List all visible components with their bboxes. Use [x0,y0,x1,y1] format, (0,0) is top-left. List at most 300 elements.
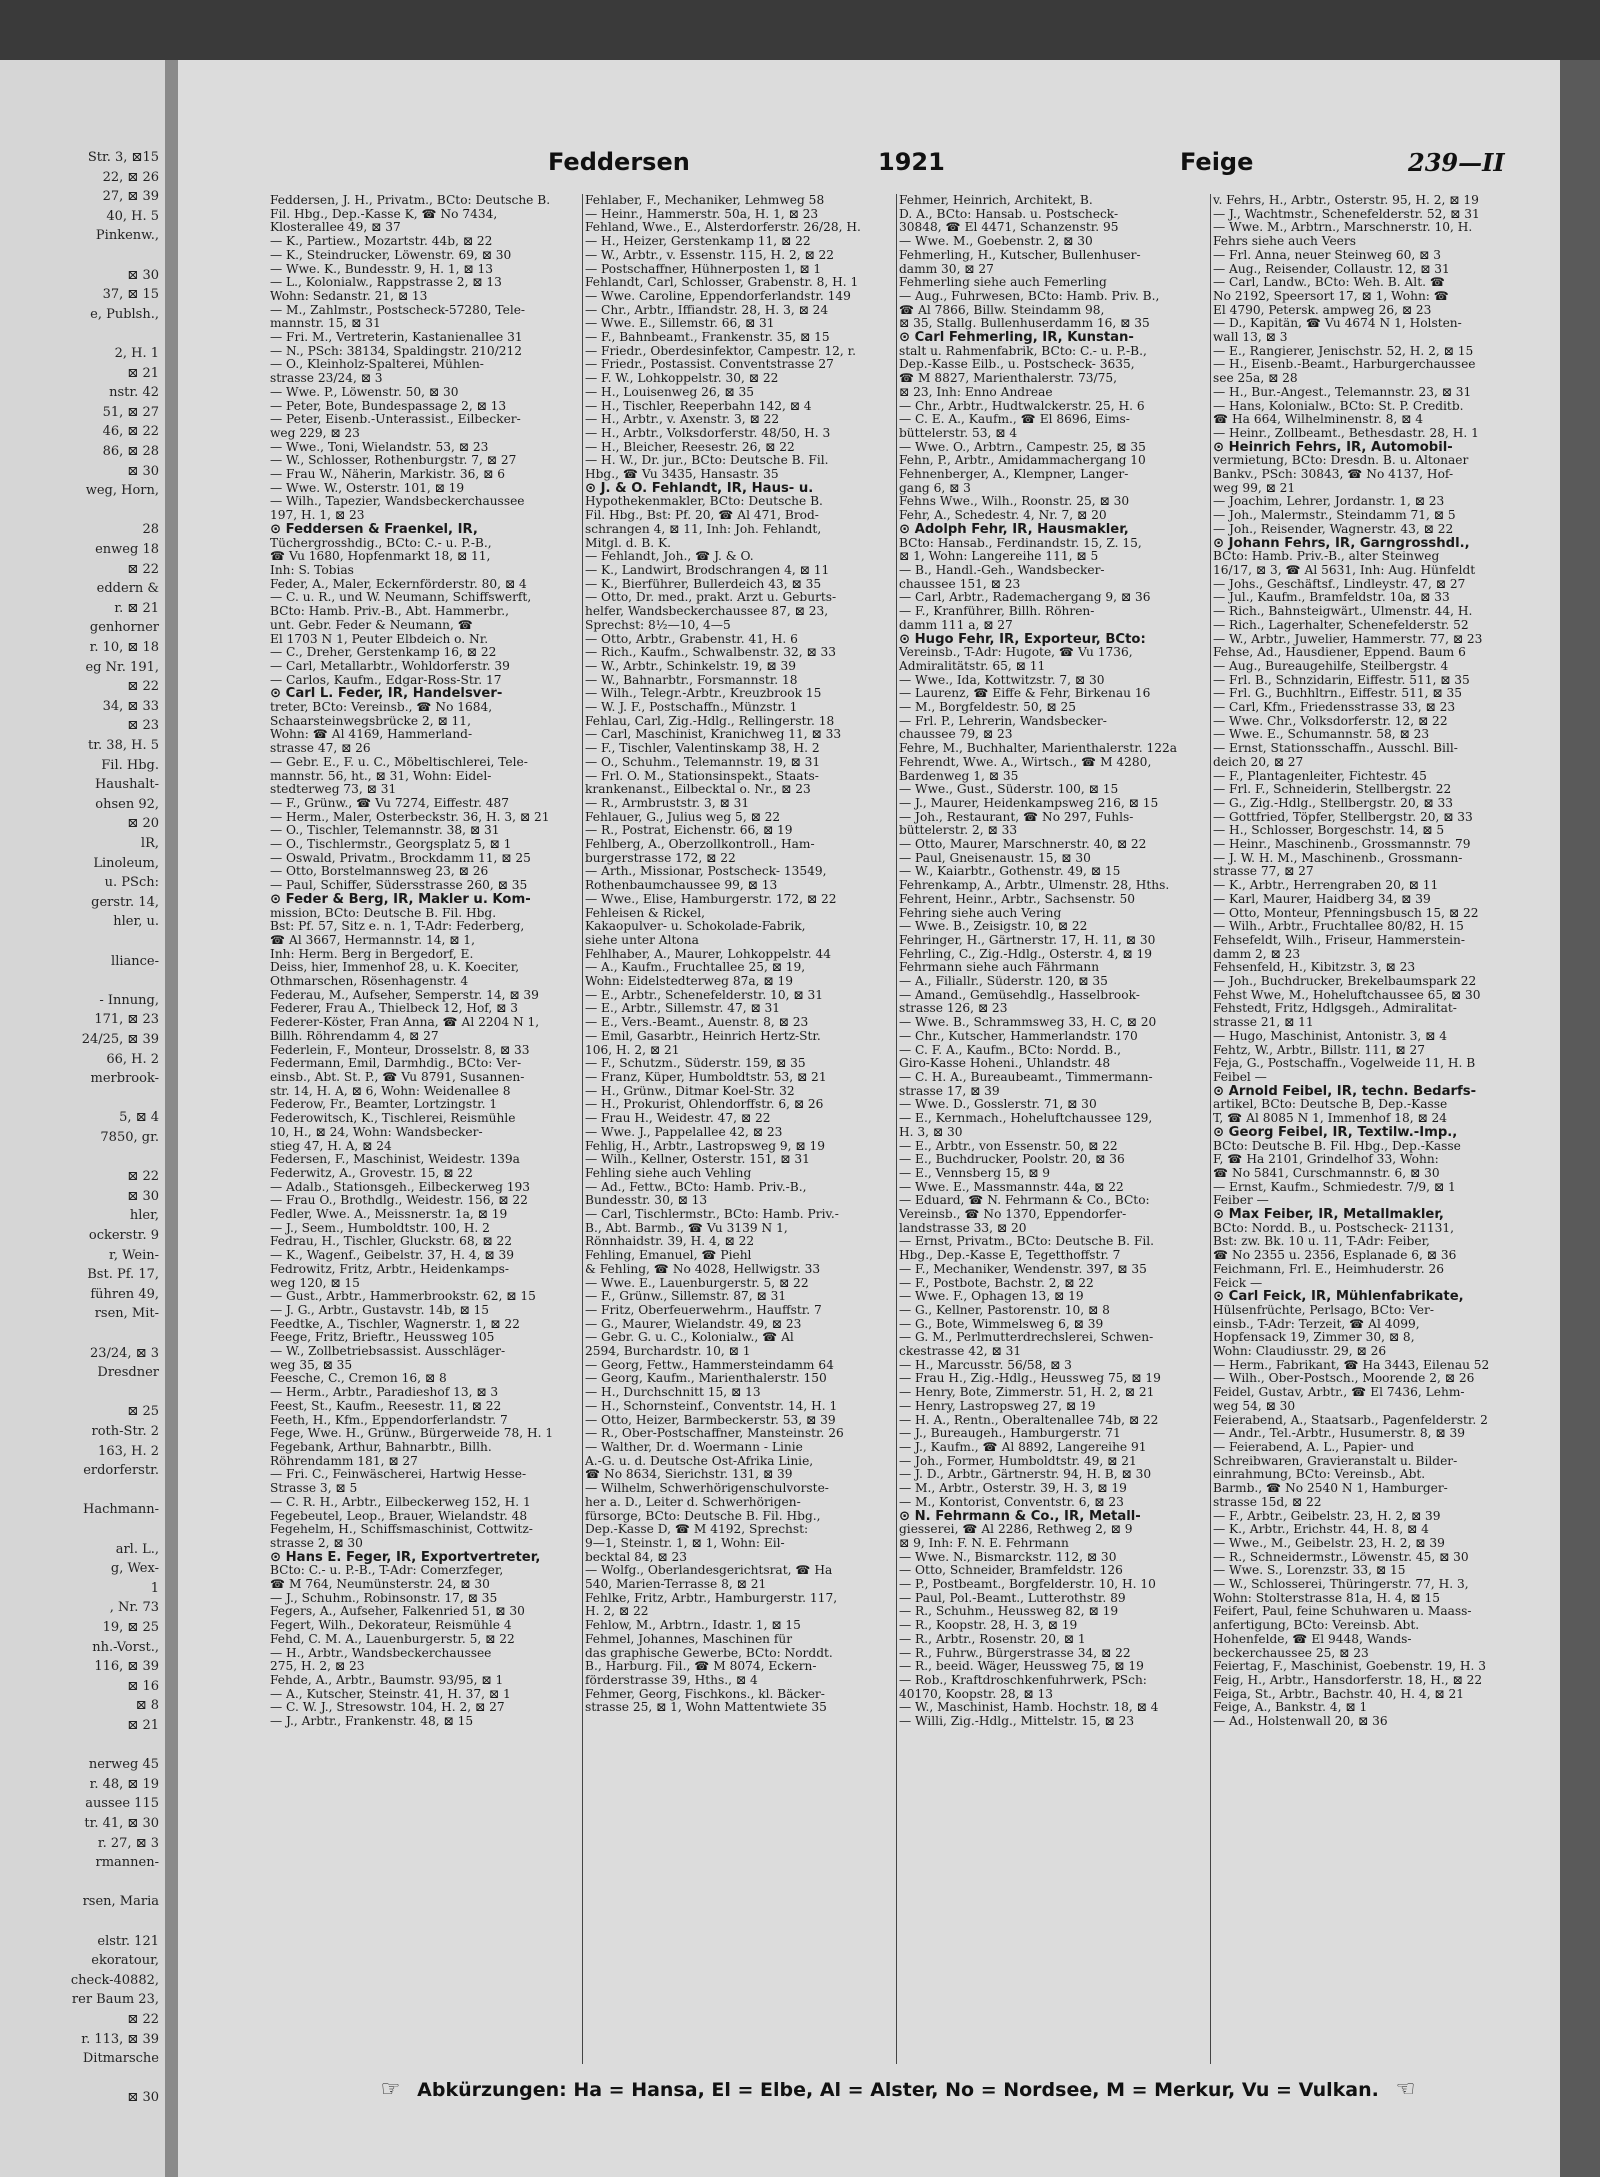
directory-entry: Fehlke, Fritz, Arbtr., Hamburgerstr. 117, [585,1591,838,1605]
directory-entry: büttelerstr. 53, ⊠ 4 [899,426,1018,440]
directory-entry: — Wwe., Gust., Süderstr. 100, ⊠ 15 [899,783,1119,797]
directory-entry: — Henry, Bote, Zimmerstr. 51, H. 2, ⊠ 21 [899,1386,1155,1400]
directory-entry: — Otto, Schneider, Bramfeldstr. 126 [899,1564,1123,1578]
directory-entry: fürsorge, BCto: Deutsche B. Fil. Hbg., [585,1509,821,1523]
page-header [178,148,1548,198]
margin-line: e, Publsh., [90,306,159,322]
directory-entry: — J., Arbtr., Frankenstr. 48, ⊠ 15 [270,1715,474,1729]
directory-entry: — Peter, Bote, Bundespassage 2, ⊠ 13 [270,399,507,413]
margin-line: check-40882, [70,1972,159,1988]
directory-entry: — H., Schlosser, Borgeschstr. 14, ⊠ 5 [1213,824,1445,838]
directory-entry: Dep.-Kasse Eilb., u. Postscheck- 3635, [899,358,1135,372]
directory-entry: — K., Steindrucker, Löwenstr. 69, ⊠ 30 [270,248,512,262]
directory-entry: deich 20, ⊠ 27 [1213,755,1304,769]
directory-entry: — C., Dreher, Gerstenkamp 16, ⊠ 22 [270,646,497,660]
directory-entry: — G. M., Perlmutterdrechslerei, Schwen- [899,1331,1154,1345]
directory-entry: Hohenfelde, ☎ El 9448, Wands- [1213,1632,1412,1646]
directory-entry: — Gebr. E., F. u. C., Möbeltischlerei, Tele- [270,755,528,769]
directory-entry: Feddersen, J. H., Privatm., BCto: Deutsche B. [270,194,551,207]
directory-entry: Fehrent, Heinr., Arbtr., Sachsenstr. 50 [899,892,1136,906]
directory-entry: — Frl. P., Lehrerin, Wandsbecker- [899,714,1107,728]
directory-entry: BCto: Nordd. B., u. Postscheck- 21131, [1213,1221,1455,1235]
margin-line: Pinkenw., [95,228,159,244]
directory-entry: — Ernst, Kaufm., Schmiedestr. 7/9, ⊠ 1 [1213,1180,1456,1194]
directory-entry: 16/17, ⊠ 3, ☎ Al 5631, Inh: Aug. Hünfeldt [1213,563,1476,577]
directory-entry: ☎ No 8634, Sierichstr. 131, ⊠ 39 [585,1468,793,1482]
directory-entry: — E., Arbtr., von Essenstr. 50, ⊠ 22 [899,1139,1118,1153]
directory-entry: vermietung, BCto: Dresdn. B. u. Altonaer [1213,454,1469,468]
directory-entry: Fehtz, W., Arbtr., Billstr. 111, ⊠ 27 [1213,1043,1426,1057]
column-2 [582,194,895,2064]
directory-entry: Wohn: Sedanstr. 21, ⊠ 13 [270,289,428,303]
margin-line: 5, ⊠ 4 [119,1110,159,1126]
directory-entry: — F., Mechaniker, Wendenstr. 397, ⊠ 35 [899,1262,1147,1276]
previous-page-strip [0,60,165,2177]
margin-line: 19, ⊠ 25 [102,1620,159,1635]
margin-line: lliance- [111,953,159,969]
directory-entry: — Carl, Kfm., Friedensstrasse 33, ⊠ 23 [1213,701,1456,715]
directory-entry: — J. D., Arbtr., Gärtnerstr. 94, H. B, ⊠ 30 [899,1468,1152,1482]
directory-entry: — Aug., Bureaugehilfe, Steilbergstr. 4 [1213,659,1449,673]
directory-entry: — Eduard, ☎ N. Fehrmann & Co., BCto: [899,1194,1150,1208]
directory-entry: — Emil, Gasarbtr., Heinrich Hertz-Str. [585,1029,821,1043]
directory-entry: Federlein, F., Monteur, Drosselstr. 8, ⊠ 33 [270,1043,530,1057]
directory-entry: strasse 77, ⊠ 27 [1213,865,1314,879]
directory-entry: — Wwe., Elise, Hamburgerstr. 172, ⊠ 22 [585,892,837,906]
directory-entry: Mitgl. d. B. K. [585,536,671,550]
directory-entry: — Wilh., Tapezier, Wandsbeckerchaussee [270,495,525,509]
directory-entry: — W., Maschinist, Hamb. Hochstr. 18, ⊠ 4 [899,1701,1159,1715]
directory-entry: ⊙ N. Fehrmann & Co., IR, Metall- [899,1509,1141,1524]
margin-line: genhorner [89,620,159,636]
directory-entry: — Rich., Kaufm., Schwalbenstr. 32, ⊠ 33 [585,646,837,660]
directory-entry: — Arth., Missionar, Postscheck- 13549, [585,865,827,879]
directory-entry: damm 30, ⊠ 27 [899,262,994,276]
directory-entry: damm 2, ⊠ 23 [1213,947,1301,961]
directory-entry: — Wwe. D., Gosslerstr. 71, ⊠ 30 [899,1098,1097,1112]
directory-entry: Bst: Pf. 57, Sitz e. n. 1, T-Adr: Federberg, [270,920,525,934]
directory-entry: — Paul, Pol.-Beamt., Lutterothstr. 89 [899,1591,1126,1605]
directory-entry: — L., Kolonialw., Rappstrasse 2, ⊠ 13 [270,276,502,290]
margin-line: 27, ⊠ 39 [102,189,159,205]
directory-entry: — Frl. Anna, neuer Steinweg 60, ⊠ 3 [1213,248,1441,262]
directory-entry: — Wwe. M., Goebenstr. 2, ⊠ 30 [899,235,1093,249]
directory-entry: — Aug., Reisender, Collaustr. 12, ⊠ 31 [1213,262,1450,276]
directory-entry: — R., Schneidermstr., Löwenstr. 45, ⊠ 30 [1213,1550,1469,1564]
directory-entry: Federer, Frau A., Thielbeck 12, Hof, ⊠ 3 [270,1002,518,1016]
directory-entry: — J. G., Arbtr., Gustavstr. 14b, ⊠ 15 [270,1303,490,1317]
directory-entry: Fehrendt, Wwe. A., Wirtsch., ☎ M 4280, [899,755,1152,769]
margin-line: 2, H. 1 [114,346,159,361]
directory-entry: wall 13, ⊠ 3 [1213,331,1288,345]
book-gutter [165,60,178,2177]
directory-entry: El 1703 N 1, Peuter Elbdeich o. Nr. [270,632,489,646]
directory-entry: BCto: Hamb. Priv.-B., Abt. Hammerbr., [270,605,509,619]
directory-entry: — Heinr., Maschinenb., Grossmannstr. 79 [1213,838,1471,852]
header-year: 1921 [878,148,945,176]
directory-entry: — W. J. F., Postschaffn., Münzstr. 1 [585,701,798,715]
directory-entry: — E., Vers.-Beamt., Auenstr. 8, ⊠ 23 [585,1016,809,1030]
margin-line: hler, u. [113,914,159,930]
directory-entry: — Chr., Arbtr., Hudtwalckerstr. 25, H. 6 [899,399,1145,413]
directory-entry: Fedrowitz, Fritz, Arbtr., Heidenkamps- [270,1262,510,1276]
directory-entry: 40170, Koopstr. 28, ⊠ 13 [899,1687,1054,1701]
directory-entry: & Fehling, ☎ No 4028, Hellwigstr. 33 [585,1262,821,1276]
directory-entry: Fehlauer, G., Julius weg 5, ⊠ 22 [585,810,781,824]
directory-entry: — Jul., Kaufm., Bramfeldstr. 10a, ⊠ 33 [1213,591,1450,605]
margin-line: r. 27, ⊠ 3 [97,1835,159,1851]
directory-entry: Fehmerling siehe auch Femerling [899,276,1107,290]
directory-entry: — C. E. A., Kaufm., ☎ El 8696, Eims- [899,413,1130,427]
margin-line: ⊠ 16 [127,1678,159,1694]
directory-entry: 30848, ☎ El 4471, Schanzenstr. 95 [899,221,1119,235]
directory-entry: siehe unter Altona [585,933,699,947]
directory-entry: Inh: Herm. Berg in Bergedorf, E. [270,947,474,961]
directory-entry: — Rob., Kraftdroschkenfuhrwerk, PSch: [899,1673,1147,1687]
directory-entry: — M., Borgfeldestr. 50, ⊠ 25 [899,701,1076,715]
directory-entry: — Carl, Tischlermstr., BCto: Hamb. Priv.- [585,1208,839,1222]
directory-entry: ☎ Vu 1680, Hopfenmarkt 18, ⊠ 11, [270,550,491,564]
directory-entry: — R., Postrat, Eichenstr. 66, ⊠ 19 [585,824,793,838]
directory-entry: Inh: S. Tobias [270,563,354,577]
directory-entry: krankenanst., Eilbecktal o. Nr., ⊠ 23 [585,783,811,797]
directory-entry: — Wwe. K., Bundesstr. 9, H. 1, ⊠ 13 [270,262,493,276]
pointing-hand-left-icon: ☞ [380,2077,401,2102]
directory-entry: Fegebank, Arthur, Bahnarbtr., Billh. [270,1440,492,1454]
margin-line: ⊠ 30 [127,463,159,479]
directory-entry: — E., Kernmach., Hoheluftchaussee 129, [899,1112,1153,1126]
directory-entry: — Georg, Fettw., Hammersteindamm 64 [585,1358,834,1372]
margin-line: ⊠ 20 [127,816,159,832]
directory-entry: ⊙ Hans E. Feger, IR, Exportvertreter, [270,1550,541,1565]
directory-entry: — Wwe. M., Arbtrn., Marschnerstr. 10, H. [1213,221,1473,235]
directory-entry: 540, Marien-Terrasse 8, ⊠ 21 [585,1578,767,1592]
directory-entry: — Wwe. W., Osterstr. 101, ⊠ 19 [270,481,465,495]
directory-entry: — Wilh., Ober-Postsch., Moorende 2, ⊠ 26 [1213,1372,1475,1386]
directory-entry: — A., Filiallr., Süderstr. 120, ⊠ 35 [899,975,1108,989]
directory-entry: Feege, Fritz, Brieftr., Heussweg 105 [270,1331,495,1345]
directory-entry: — Joh., Reisender, Wagnerstr. 43, ⊠ 22 [1213,522,1454,536]
directory-entry: Fehse, Ad., Hausdiener, Eppend. Baum 6 [1213,646,1466,660]
directory-entry: — A., Kutscher, Steinstr. 41, H. 37, ⊠ 1 [270,1687,511,1701]
directory-entry: Fegehelm, H., Schiffsmaschinist, Cottwitz- [270,1523,533,1537]
directory-entry: Barmb., ☎ No 2540 N 1, Hamburger- [1213,1482,1448,1496]
directory-entry: anfertigung, BCto: Vereinsb. Abt. [1213,1619,1420,1633]
directory-entry: chaussee 79, ⊠ 23 [899,728,1013,742]
margin-line: ⊠ 25 [127,1404,159,1420]
header-right-keyword: Feige [1180,148,1254,176]
directory-entry: — H., Arbtr., Volksdorferstr. 48/50, H. 3 [585,426,831,440]
directory-entry: — H., Durchschnitt 15, ⊠ 13 [585,1386,761,1400]
margin-line: ohsen 92, [95,796,159,812]
margin-line: Linoleum, [93,855,159,871]
directory-entry: ⊙ Arnold Feibel, IR, techn. Bedarfs- [1213,1084,1477,1099]
directory-entry: strasse 25, ⊠ 1, Wohn Mattentwiete 35 [585,1701,827,1715]
directory-entry: Fehlow, M., Arbtrn., Idastr. 1, ⊠ 15 [585,1619,801,1633]
directory-entry: v. Fehrs, H., Arbtr., Osterstr. 95, H. 2, ⊠ 19 [1213,194,1479,207]
margin-line: erdorferstr. [83,1463,159,1479]
directory-entry: Fehland, Wwe., E., Alsterdorferstr. 26/28, H. [585,221,861,235]
directory-entry: Schaarsteinwegsbrücke 2, ⊠ 11, [270,714,471,728]
directory-entry: — Frl. O. M., Stationsinspekt., Staats- [585,769,819,783]
margin-line: 86, ⊠ 28 [102,444,159,459]
margin-line: ⊠ 22 [127,561,159,577]
margin-line: enweg 18 [95,542,159,557]
directory-entry: stieg 47, H. A, ⊠ 24 [270,1139,392,1153]
margin-line: 23/24, ⊠ 3 [89,1345,159,1361]
directory-entry: burgerstrasse 172, ⊠ 22 [585,851,736,865]
directory-entry: Fehrling, C., Zig.-Hdlg., Osterstr. 4, ⊠ 19 [899,947,1152,961]
directory-entry: ☎ Ha 664, Wilhelminenstr. 8, ⊠ 4 [1213,413,1423,427]
directory-entry: — R., beeid. Wäger, Heussweg 75, ⊠ 19 [899,1660,1144,1674]
directory-entry: — W., Zollbetriebsassist. Ausschläger- [270,1345,506,1359]
directory-entry: Federer-Köster, Fran Anna, ☎ Al 2204 N 1, [270,1016,540,1030]
margin-line: 7850, gr. [100,1130,159,1145]
directory-entry: ⊙ J. & O. Fehlandt, IR, Haus- u. [585,481,814,496]
directory-entry: — Frau H., Zig.-Hdlg., Heussweg 75, ⊠ 19 [899,1372,1161,1386]
margin-line: ⊠ 21 [127,1718,159,1733]
margin-line: hler, [129,1208,159,1224]
directory-entry: — E., Vennsberg 15, ⊠ 9 [899,1166,1051,1180]
directory-entry: T, ☎ Al 8085 N 1, Immenhof 18, ⊠ 24 [1213,1112,1448,1126]
directory-entry: BCto: Hansab., Ferdinandstr. 15, Z. 15, [899,536,1142,550]
directory-entry: Bankv., PSch: 30843, ☎ No 4137, Hof- [1213,468,1454,482]
directory-entry: damm 111 a, ⊠ 27 [899,618,1013,632]
directory-entry: — H., Marcusstr. 56/58, ⊠ 3 [899,1358,1072,1372]
directory-entry: Federmann, Emil, Darmhdig., BCto: Ver- [270,1057,522,1071]
directory-entry: — Feierabend, A. L., Papier- und [1213,1440,1415,1454]
directory-entry: Fehringer, H., Gärtnerstr. 17, H. 11, ⊠ 30 [899,933,1156,947]
margin-line: tr. 38, H. 5 [88,738,159,753]
directory-entry: ☎ Al 7866, Billw. Steindamm 98, [899,303,1105,317]
directory-entry: Bst: zw. Bk. 10 u. 11, T-Adr: Feiber, [1213,1235,1430,1249]
directory-entry: — K., Wagenf., Geibelstr. 37, H. 4, ⊠ 39 [270,1249,514,1263]
directory-entry: — Wwe. N., Bismarckstr. 112, ⊠ 30 [899,1550,1117,1564]
directory-entry: büttelerstr. 2, ⊠ 33 [899,824,1018,838]
directory-entry: — Carlos, Kaufm., Edgar-Ross-Str. 17 [270,673,502,687]
directory-entry: Feiber — [1213,1194,1269,1208]
directory-entry: — H., Grünw., Ditmar Koel-Str. 32 [585,1084,795,1098]
directory-entry: Strasse 3, ⊠ 5 [270,1482,358,1496]
directory-entry: — F., Grünw., ☎ Vu 7274, Eiffestr. 487 [270,796,509,810]
margin-line: 24/25, ⊠ 39 [81,1032,159,1047]
margin-line: Str. 3, ⊠15 [87,150,159,165]
directory-entry: Fehr, A., Schedestr. 4, Nr. 7, ⊠ 20 [899,509,1107,523]
directory-entry: Fehsenfeld, H., Kibitzstr. 3, ⊠ 23 [1213,961,1416,975]
directory-entry: — P., Postbeamt., Borgfelderstr. 10, H. 10 [899,1578,1156,1592]
directory-entry: Fegert, Wilh., Dekorateur, Reismühle 4 [270,1619,512,1633]
directory-entry: — W., Arbtr., v. Essenstr. 115, H. 2, ⊠ 22 [585,248,835,262]
directory-entry: — Frau O., Brothdlg., Weidestr. 156, ⊠ 22 [270,1194,528,1208]
directory-entry: Hopfensack 19, Zimmer 30, ⊠ 8, [1213,1331,1415,1345]
directory-entry: — Joachim, Lehrer, Jordanstr. 1, ⊠ 23 [1213,495,1445,509]
margin-line: r. 113, ⊠ 39 [81,2031,159,2047]
directory-entry: — R., Arbtr., Rosenstr. 20, ⊠ 1 [899,1632,1086,1646]
directory-entry: Feige, A., Bankstr. 4, ⊠ 1 [1213,1701,1368,1715]
directory-entry: Giro-Kasse Hoheni., Uhlandstr. 48 [899,1057,1111,1071]
directory-entry: El 4790, Petersk. ampweg 26, ⊠ 23 [1213,303,1432,317]
directory-entry: — Wwe. O., Arbtrn., Campestr. 25, ⊠ 35 [899,440,1146,454]
margin-line: gerstr. 14, [91,894,159,910]
directory-entry: — W., Schlosser, Rothenburgstr. 7, ⊠ 27 [270,454,517,468]
directory-entry: Fehre, M., Buchhalter, Marienthalerstr. 122a [899,742,1177,756]
directory-entry: unt. Gebr. Feder & Neumann, ☎ [270,618,473,632]
directory-entry: Feick — [1213,1276,1263,1290]
directory-entry: Hülsenfrüchte, Perlsago, BCto: Ver- [1213,1303,1434,1317]
directory-entry: — H. W., Dr. jur., BCto: Deutsche B. Fil. [585,454,829,468]
directory-entry: weg 35, ⊠ 35 [270,1358,353,1372]
directory-entry: — C. H. A., Bureaubeamt., Timmermann- [899,1071,1153,1084]
directory-entry: Federowitsch, K., Tischlerei, Reismühle [270,1112,516,1126]
directory-entry: strasse 17, ⊠ 39 [899,1084,1000,1098]
directory-entry: Hbg., ☎ Vu 3435, Hansastr. 35 [585,468,779,482]
directory-entry: ⊠ 35, Stallg. Bullenhuserdamm 16, ⊠ 35 [899,317,1150,331]
margin-line: ockerstr. 9 [88,1228,159,1243]
directory-entry: Feig, H., Arbtr., Hansdorferstr. 18, H., ⊠ 22 [1213,1673,1483,1687]
directory-entry: No 2192, Speersort 17, ⊠ 1, Wohn: ☎ [1213,289,1449,303]
directory-entry: — W., Arbtr., Juwelier, Hammerstr. 77, ⊠ 23 [1213,632,1483,646]
directory-entry: — Peter, Eisenb.-Unterassist., Eilbecker- [270,413,521,427]
margin-line: Ditmarsche [82,2051,159,2067]
directory-entry: — Fri. M., Vertreterin, Kastanienallee 31 [270,331,523,345]
directory-entry: Admiralitätstr. 65, ⊠ 11 [899,659,1046,673]
directory-entry: — F., Schutzm., Süderstr. 159, ⊠ 35 [585,1057,806,1071]
directory-entry: — Otto, Maurer, Marschnerstr. 40, ⊠ 22 [899,838,1147,852]
directory-entry: — H., Arbtr., v. Axenstr. 3, ⊠ 22 [585,413,780,427]
margin-line: Bst. Pf. 17, [87,1267,159,1283]
directory-entry: — Wwe., Toni, Wielandstr. 53, ⊠ 23 [270,440,489,454]
directory-entry: Fedler, Wwe. A., Meissnerstr. 1a, ⊠ 19 [270,1208,508,1222]
directory-entry: giesserei, ☎ Al 2286, Rethweg 2, ⊠ 9 [899,1523,1133,1537]
directory-entry: — E., Buchdrucker, Poolstr. 20, ⊠ 36 [899,1153,1125,1167]
margin-line: ⊠ 22 [127,2012,159,2027]
directory-entry: — Frau W., Näherin, Markistr. 36, ⊠ 6 [270,468,505,482]
directory-entry: H. 3, ⊠ 30 [899,1125,963,1139]
directory-entry: strasse 23/24, ⊠ 3 [270,372,383,386]
directory-entry: — Wilh., Arbtr., Fruchtallee 80/82, H. 15 [1213,920,1464,934]
directory-entry: — Otto, Dr. med., prakt. Arzt u. Geburts- [585,591,837,605]
directory-entry: — Henry, Lastropsweg 27, ⊠ 19 [899,1399,1096,1413]
directory-entry: ⊙ Feder & Berg, IR, Makler u. Kom- [270,892,531,907]
directory-entry: ☎ M 8827, Marienthalerstr. 73/75, [899,372,1118,386]
directory-entry: — Wwe. E., Lauenburgerstr. 5, ⊠ 22 [585,1276,809,1290]
directory-entry: — O., Schuhm., Telemannstr. 19, ⊠ 31 [585,755,821,769]
directory-entry: Fil. Hbg., Dep.-Kasse K, ☎ No 7434, [270,207,498,221]
directory-entry: — F., Grünw., Sillemstr. 87, ⊠ 31 [585,1290,787,1304]
directory-entry: — Otto, Monteur, Pfenningsbusch 15, ⊠ 22 [1213,906,1479,920]
directory-entry: — Wolfg., Oberlandesgerichtsrat, ☎ Ha [585,1564,833,1578]
directory-entry: — H., Bleicher, Reesestr. 26, ⊠ 22 [585,440,795,454]
directory-entry: Federow, Fr., Beamter, Lortzingstr. 1 [270,1098,498,1112]
directory-entry: — Hugo, Maschinist, Antonistr. 3, ⊠ 4 [1213,1029,1448,1043]
directory-entry: — H., Louisenweg 26, ⊠ 35 [585,385,754,399]
directory-entry: Fehling siehe auch Vehling [585,1166,752,1180]
directory-entry: — Gebr. G. u. C., Kolonialw., ☎ Al [585,1331,794,1345]
directory-entry: — Chr., Arbtr., Iffiandstr. 28, H. 3, ⊠ 24 [585,303,829,317]
directory-entry: ⊠ 23, Inh: Enno Andreae [899,385,1053,399]
directory-entry: — Georg, Kaufm., Marienthalerstr. 150 [585,1372,827,1386]
column-1 [268,194,580,2064]
directory-entry: D. A., BCto: Hansab. u. Postscheck- [899,207,1119,221]
directory-entry: — Rich., Lagerhalter, Schenefelderstr. 52 [1213,618,1469,632]
directory-entry: gang 6, ⊠ 3 [899,481,971,495]
directory-entry: — Fritz, Oberfeuerwehrm., Hauffstr. 7 [585,1303,822,1317]
directory-entry: förderstrasse 39, Hths., ⊠ 4 [585,1673,758,1687]
directory-entry: Fegers, A., Aufseher, Falkenried 51, ⊠ 30 [270,1605,525,1619]
directory-entry: — Hans, Kolonialw., BCto: St. P. Creditb. [1213,399,1464,413]
directory-entry: Feierabend, A., Staatsarb., Pagenfelderstr. 2 [1213,1413,1488,1427]
directory-entry: — Wwe., Ida, Kottwitzstr. 7, ⊠ 30 [899,673,1105,687]
margin-line: elstr. 121 [97,1933,159,1949]
directory-entry: — Wilh., Kellner, Osterstr. 151, ⊠ 31 [585,1153,810,1167]
page-number: 239—II [1408,148,1505,177]
directory-entry: — C. R. H., Arbtr., Eilbeckerweg 152, H. 1 [270,1495,531,1509]
directory-entry: — Karl, Maurer, Haidberg 34, ⊠ 39 [1213,892,1431,906]
directory-entry: Federau, M., Aufseher, Semperstr. 14, ⊠ 39 [270,988,539,1002]
directory-entry: Feichmann, Frl. E., Heimhuderstr. 26 [1213,1262,1445,1276]
directory-entry: — J., Schuhm., Robinsonstr. 17, ⊠ 35 [270,1591,498,1605]
directory-entry: — Gottfried, Töpfer, Stellbergstr. 20, ⊠ 33 [1213,810,1473,824]
directory-entry: Fehmer, Georg, Fischkons., kl. Bäcker- [585,1687,825,1701]
directory-entry: — J., Kaufm., ☎ Al 8892, Langereihe 91 [899,1440,1147,1454]
directory-entry: — Carl, Landw., BCto: Weh. B. Alt. ☎ [1213,276,1446,290]
directory-entry: — W., Arbtr., Schinkelstr. 19, ⊠ 39 [585,659,797,673]
directory-entry: Fehstedt, Fritz, Hdlgsgeh., Admiralitat- [1213,1002,1457,1016]
directory-entry: Fege, Wwe. H., Grünw., Bürgerweide 78, H. 1 [270,1427,554,1441]
directory-entry: — R., Schuhm., Heussweg 82, ⊠ 19 [899,1605,1119,1619]
directory-entry: — A., Kaufm., Fruchtallee 25, ⊠ 19, [585,961,806,975]
directory-entry: A.-G. u. d. Deutsche Ost-Afrika Linie, [585,1454,814,1468]
directory-entry: Feeth, H., Kfm., Eppendorferlandstr. 7 [270,1413,508,1427]
directory-entry: Federwitz, A., Grovestr. 15, ⊠ 22 [270,1166,473,1180]
directory-entry: Kakaopulver- u. Schokolade-Fabrik, [585,920,806,934]
directory-entry: Federsen, F., Maschinist, Weidestr. 139a [270,1153,520,1167]
directory-entry: — H., Schornsteinf., Conventstr. 14, H. 1 [585,1399,838,1413]
directory-entry: Deiss, hier, Immenhof 28, u. K. Koeciter, [270,961,520,975]
directory-entry: — Carl, Arbtr., Rademachergang 9, ⊠ 36 [899,591,1151,605]
directory-entry: BCto: C.- u. P.-B., T-Adr: Comerzfeger, [270,1564,504,1578]
margin-line: ⊠ 21 [127,365,159,381]
directory-entry: — B., Handl.-Geh., Wandsbecker- [899,563,1105,577]
margin-line: 171, ⊠ 23 [94,1012,159,1028]
directory-entry: Fehling, Emanuel, ☎ Piehl [585,1249,752,1263]
directory-entry: das graphische Gewerbe, BCto: Norddt. [585,1646,833,1660]
directory-entry: Rothenbaumchaussee 99, ⊠ 13 [585,879,778,893]
directory-entry: ⊠ 9, Inh: F. N. E. Fehrmann [899,1536,1069,1550]
column-4 [1210,194,1525,2064]
directory-entry: beckerchaussee 25, ⊠ 23 [1213,1646,1369,1660]
directory-entry: ☎ No 2355 u. 2356, Esplanade 6, ⊠ 36 [1213,1249,1457,1263]
directory-entry: ⊙ Johann Fehrs, IR, Garngrosshdl., [1213,536,1470,551]
abbreviations-footer [278,2077,1518,2111]
directory-entry: weg 229, ⊠ 23 [270,426,360,440]
directory-entry: Feiga, St., Arbtr., Bachstr. 40, H. 4, ⊠ 21 [1213,1687,1465,1701]
directory-entry: Fehmer, Heinrich, Architekt, B. [899,194,1093,207]
directory-entry: Fehlaber, F., Mechaniker, Lehmweg 58 [585,194,825,207]
margin-line: 1 [150,1580,159,1596]
directory-entry: BCto: Deutsche B. Fil. Hbg., Dep.-Kasse [1213,1139,1461,1153]
directory-entry: — Frl. G., Buchhltrn., Eiffestr. 511, ⊠ 35 [1213,687,1462,701]
directory-entry: Fehlau, Carl, Zig.-Hdlg., Rellingerstr. 18 [585,714,835,728]
directory-entry: — Ernst, Privatm., BCto: Deutsche B. Fil. [899,1235,1154,1249]
margin-line: ekoratour, [91,1953,159,1969]
margin-line: 40, H. 5 [106,208,159,224]
directory-entry: Wohn: Claudiusstr. 29, ⊠ 26 [1213,1345,1387,1359]
directory-entry: Fehrmann siehe auch Fährmann [899,961,1100,975]
directory-entry: Sprechst: 8½—10, 4—5 [585,618,731,632]
directory-entry: ☎ M 764, Neumünsterstr. 24, ⊠ 30 [270,1578,490,1592]
margin-line: tr. 41, ⊠ 30 [84,1816,159,1831]
